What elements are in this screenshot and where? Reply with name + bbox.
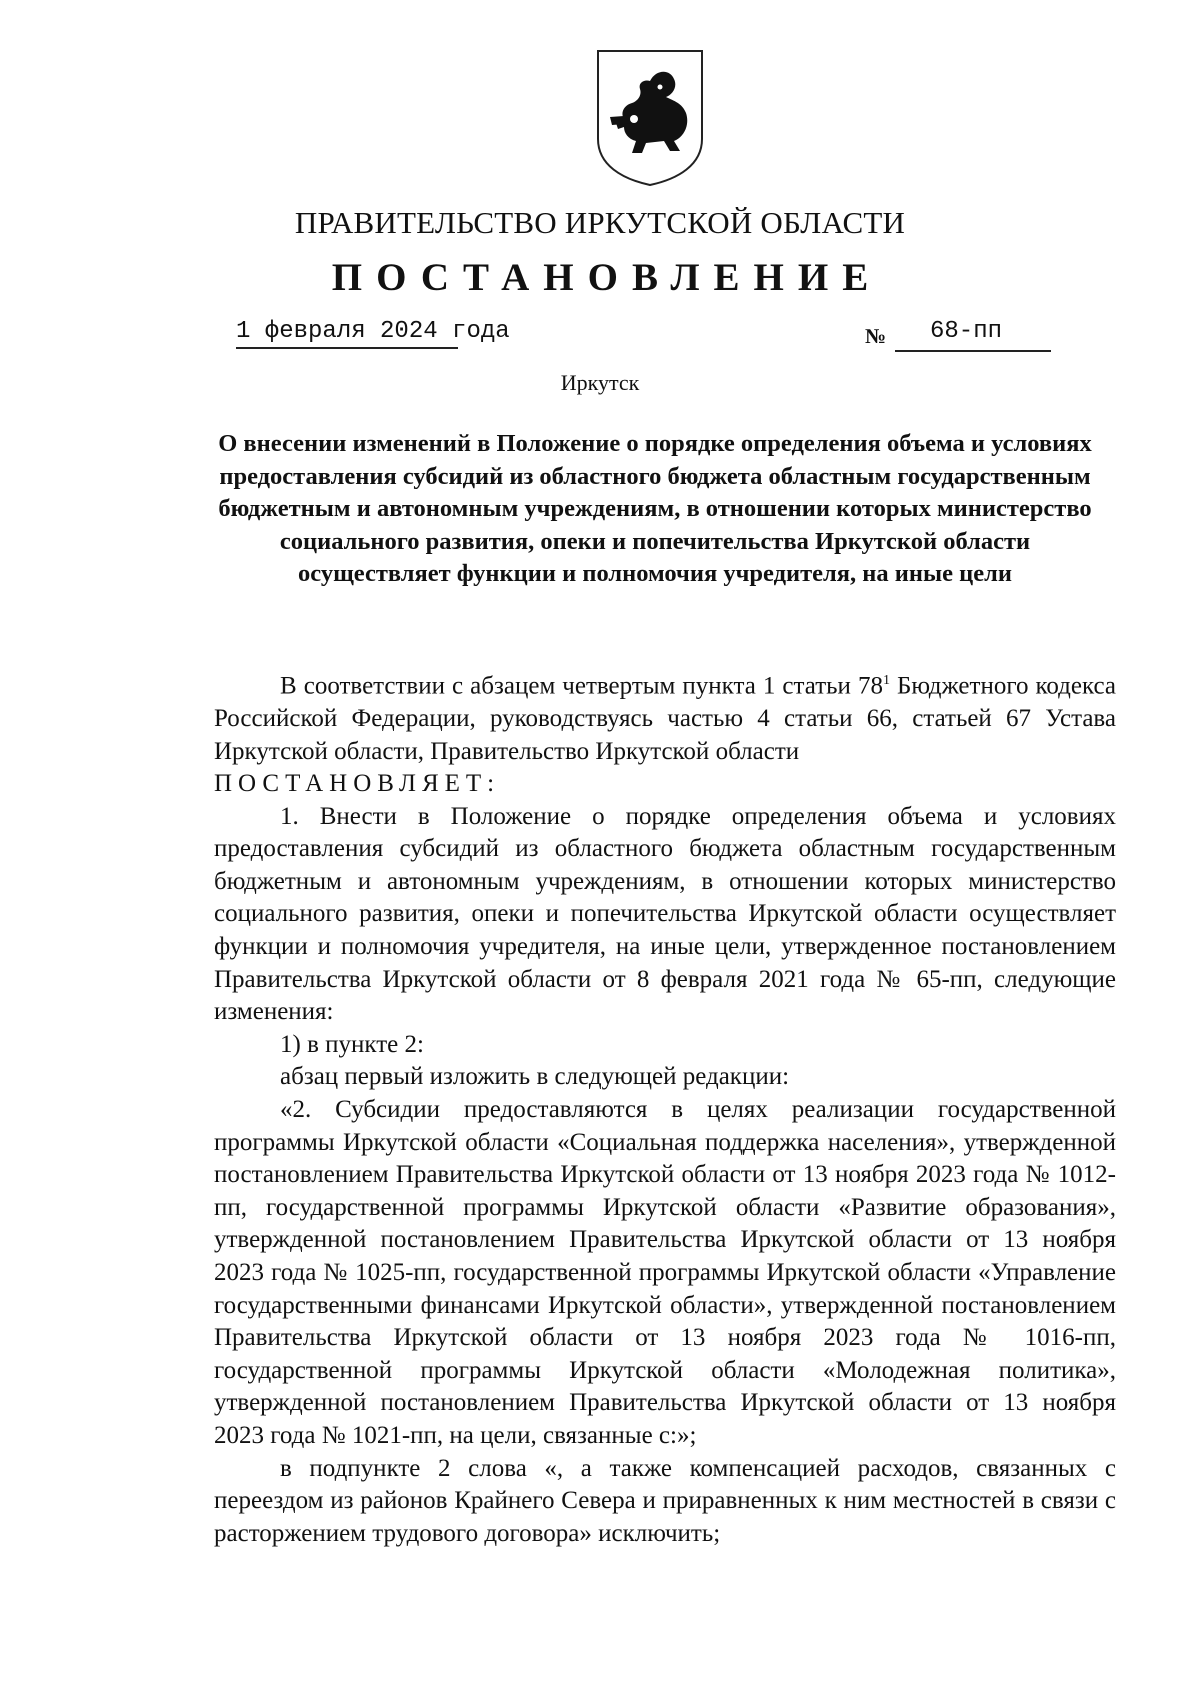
paragraph-5: в подпункте 2 слова «, а также компенсацией расходов, связанных с переездом из районов Крайнего Севера и приравненных к ним местностей в связи с расторжением трудового договора» исключить; bbox=[214, 1454, 1116, 1547]
document-title: О внесении изменений в Положение о порядке определения объема и условиях предоставления субсидий из областного бюджета областным государственным бюджетным и автономным учреждениям, в отношении которых министерство социального развития, опеки и попечительства Иркутской области осуществляет функции и полномочия учредителя, на иные цели bbox=[218, 430, 1092, 588]
city: Иркутск bbox=[560, 370, 640, 395]
paragraph-3: абзац первый изложить в следующей редакции: bbox=[280, 1063, 790, 1091]
preamble-superscript: 1 bbox=[882, 673, 890, 688]
document-number: 68-пп bbox=[930, 318, 1003, 345]
preamble-text: В соответствии с абзацем четвертым пункта 1 статьи 78 bbox=[280, 672, 883, 700]
government-name: ПРАВИТЕЛЬСТВО ИРКУТСКОЙ ОБЛАСТИ bbox=[294, 205, 906, 240]
date-underline bbox=[236, 347, 458, 349]
document-type: ПОСТАНОВЛЕНИЕ bbox=[331, 256, 883, 299]
resolves-word: ПОСТАНОВЛЯЕТ: bbox=[214, 770, 501, 798]
number-underline bbox=[895, 350, 1051, 352]
number-sign: № bbox=[865, 324, 887, 348]
paragraph-1: 1. Внести в Положение о порядке определения объема и условиях предоставления субсидий из областного бюджета областным государственным бюджетным и автономным учреждениям, в отношении которых министерство социального развития, опеки и попечительства Иркутской области осуществляет функции и полномочия учредителя, на иные цели, утвержденное постановлением Правительства Иркутской области от 8 февраля 2021 года № 65-пп, следующие изменения: bbox=[214, 802, 1116, 1026]
document-date: 1 февраля 2024 года bbox=[236, 318, 510, 345]
paragraph-4: «2. Субсидии предоставляются в целях реализации государственной программы Иркутской области «Социальная поддержка населения», утвержденной постановлением Правительства Иркутской области от 13 ноября 2023 года № 1012-пп, государственной программы Иркутской области «Развитие образования», утвержденной постановлением Правительства Иркутской области от 13 ноября 2023 года № 1025-пп, государственной программы Иркутской области «Управление государственными финансами Иркутской области», утвержденной постановлением Правительства Иркутской области от 13 ноября 2023 года № 1016-пп, государственной программы Иркутской области «Молодежная политика», утвержденной постановлением Правительства Иркутской области от 13 ноября 2023 года № 1021-пп, на цели, связанные с:»; bbox=[214, 1096, 1116, 1449]
coat-of-arms-icon bbox=[594, 47, 706, 187]
preamble bbox=[214, 665, 1116, 768]
preamble-text-cont: Бюджетного кодекса Российской Федерации, руководствуясь частью 4 статьи 66, статьей 67 Устава Иркутской области, Правительство Иркутской области bbox=[214, 672, 1117, 765]
paragraph-2: 1) в пункте 2: bbox=[280, 1030, 424, 1058]
document-body bbox=[214, 665, 1116, 1550]
